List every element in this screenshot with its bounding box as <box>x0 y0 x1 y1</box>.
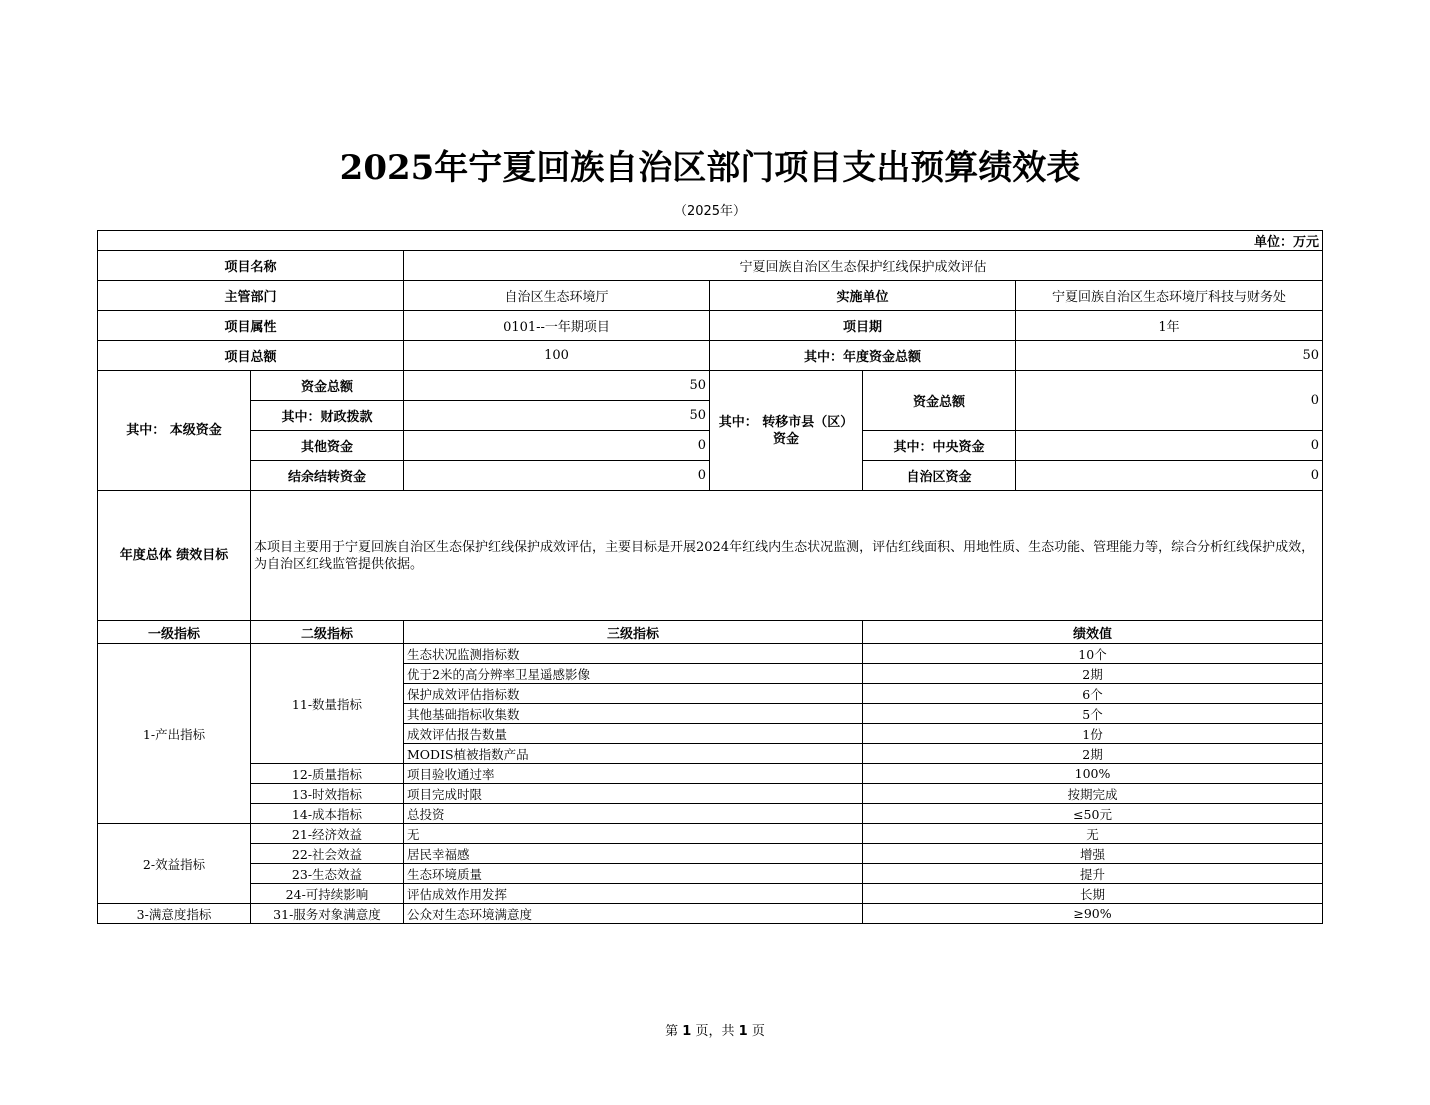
indicator-name: 项目完成时限 <box>404 784 863 804</box>
indicator-value: 2期 <box>863 744 1323 764</box>
own-funds-label: 其中： 本级资金 <box>98 371 251 491</box>
central-value: 0 <box>1016 431 1323 461</box>
level1-output: 1-产出指标 <box>98 644 251 824</box>
level1-benefit: 2-效益指标 <box>98 824 251 904</box>
indicator-name: 其他基础指标收集数 <box>404 704 863 724</box>
fund-total-value: 50 <box>404 371 710 401</box>
goal-label: 年度总体 绩效目标 <box>98 491 251 621</box>
indicator-name: 项目验收通过率 <box>404 764 863 784</box>
indicator-name: 保护成效评估指标数 <box>404 684 863 704</box>
other-value: 0 <box>404 431 710 461</box>
indicator-value: 增强 <box>863 844 1323 864</box>
level2-cost: 14-成本指标 <box>251 804 404 824</box>
transfer-label: 其中： 转移市县（区）资金 <box>710 371 863 491</box>
page-footer <box>0 1020 1430 1039</box>
central-label: 其中：中央资金 <box>863 431 1016 461</box>
fund-total-label: 资金总额 <box>251 371 404 401</box>
level2-time: 13-时效指标 <box>251 784 404 804</box>
indicator-name: 成效评估报告数量 <box>404 724 863 744</box>
indicator-name: 生态环境质量 <box>404 864 863 884</box>
performance-table <box>97 230 1323 924</box>
level2-quality: 12-质量指标 <box>251 764 404 784</box>
col-header-level2: 二级指标 <box>251 621 404 644</box>
annual-total-label: 其中：年度资金总额 <box>710 341 1016 371</box>
other-label: 其他资金 <box>251 431 404 461</box>
indicator-value: 100% <box>863 764 1323 784</box>
indicator-value: ≥90% <box>863 904 1323 924</box>
fiscal-value: 50 <box>404 401 710 431</box>
indicator-value: 无 <box>863 824 1323 844</box>
level2-eco: 23-生态效益 <box>251 864 404 884</box>
indicator-value: ≤50元 <box>863 804 1323 824</box>
indicator-name: 总投资 <box>404 804 863 824</box>
page-subtitle: （2025年） <box>673 204 747 219</box>
impl-unit-label: 实施单位 <box>710 281 1016 311</box>
indicator-name: 优于2米的高分辨率卫星遥感影像 <box>404 664 863 684</box>
fiscal-label: 其中：财政拨款 <box>251 401 404 431</box>
dept-value: 自治区生态环境厅 <box>404 281 710 311</box>
indicator-name: 评估成效作用发挥 <box>404 884 863 904</box>
attr-value: 0101--一年期项目 <box>404 311 710 341</box>
annual-total-value: 50 <box>1016 341 1323 371</box>
footer-middle: 页，共 <box>695 1024 735 1039</box>
indicator-value: 5个 <box>863 704 1323 724</box>
indicator-name: MODIS植被指数产品 <box>404 744 863 764</box>
indicator-name: 无 <box>404 824 863 844</box>
col-header-value: 绩效值 <box>863 621 1323 644</box>
total-value: 100 <box>404 341 710 371</box>
indicator-name: 居民幸福感 <box>404 844 863 864</box>
total-label: 项目总额 <box>98 341 404 371</box>
indicator-value: 2期 <box>863 664 1323 684</box>
carryover-label: 结余结转资金 <box>251 461 404 491</box>
dept-label: 主管部门 <box>98 281 404 311</box>
level2-service: 31-服务对象满意度 <box>251 904 404 924</box>
unit-label: 单位：万元 <box>98 231 1323 251</box>
project-name-label: 项目名称 <box>98 251 404 281</box>
level2-quantity: 11-数量指标 <box>251 644 404 764</box>
regional-value: 0 <box>1016 461 1323 491</box>
indicator-value: 1份 <box>863 724 1323 744</box>
level1-satisfaction: 3-满意度指标 <box>98 904 251 924</box>
col-header-level1: 一级指标 <box>98 621 251 644</box>
impl-unit-value: 宁夏回族自治区生态环境厅科技与财务处 <box>1016 281 1323 311</box>
level2-sustain: 24-可持续影响 <box>251 884 404 904</box>
footer-page-number: 1 <box>682 1024 692 1039</box>
indicator-value: 6个 <box>863 684 1323 704</box>
indicator-value: 提升 <box>863 864 1323 884</box>
regional-label: 自治区资金 <box>863 461 1016 491</box>
project-name-value: 宁夏回族自治区生态保护红线保护成效评估 <box>404 251 1323 281</box>
period-label: 项目期 <box>710 311 1016 341</box>
indicator-name: 生态状况监测指标数 <box>404 644 863 664</box>
attr-label: 项目属性 <box>98 311 404 341</box>
level2-social: 22-社会效益 <box>251 844 404 864</box>
transfer-fund-total-value: 0 <box>1016 371 1323 431</box>
footer-prefix: 第 <box>665 1024 679 1039</box>
carryover-value: 0 <box>404 461 710 491</box>
indicator-value: 长期 <box>863 884 1323 904</box>
col-header-level3: 三级指标 <box>404 621 863 644</box>
indicator-name: 公众对生态环境满意度 <box>404 904 863 924</box>
page-title: 2025年宁夏回族自治区部门项目支出预算绩效表 <box>339 148 1081 188</box>
footer-total-pages: 1 <box>738 1024 748 1039</box>
goal-text: 本项目主要用于宁夏回族自治区生态保护红线保护成效评估，主要目标是开展2024年红线内生态状况监测，评估红线面积、用地性质、生态功能、管理能力等，综合分析红线保护成效，为自治区红线监管提供依据。 <box>251 491 1323 621</box>
period-value: 1年 <box>1016 311 1323 341</box>
transfer-fund-total-label: 资金总额 <box>863 371 1016 431</box>
indicator-value: 10个 <box>863 644 1323 664</box>
level2-econ: 21-经济效益 <box>251 824 404 844</box>
indicator-value: 按期完成 <box>863 784 1323 804</box>
footer-suffix: 页 <box>751 1024 765 1039</box>
